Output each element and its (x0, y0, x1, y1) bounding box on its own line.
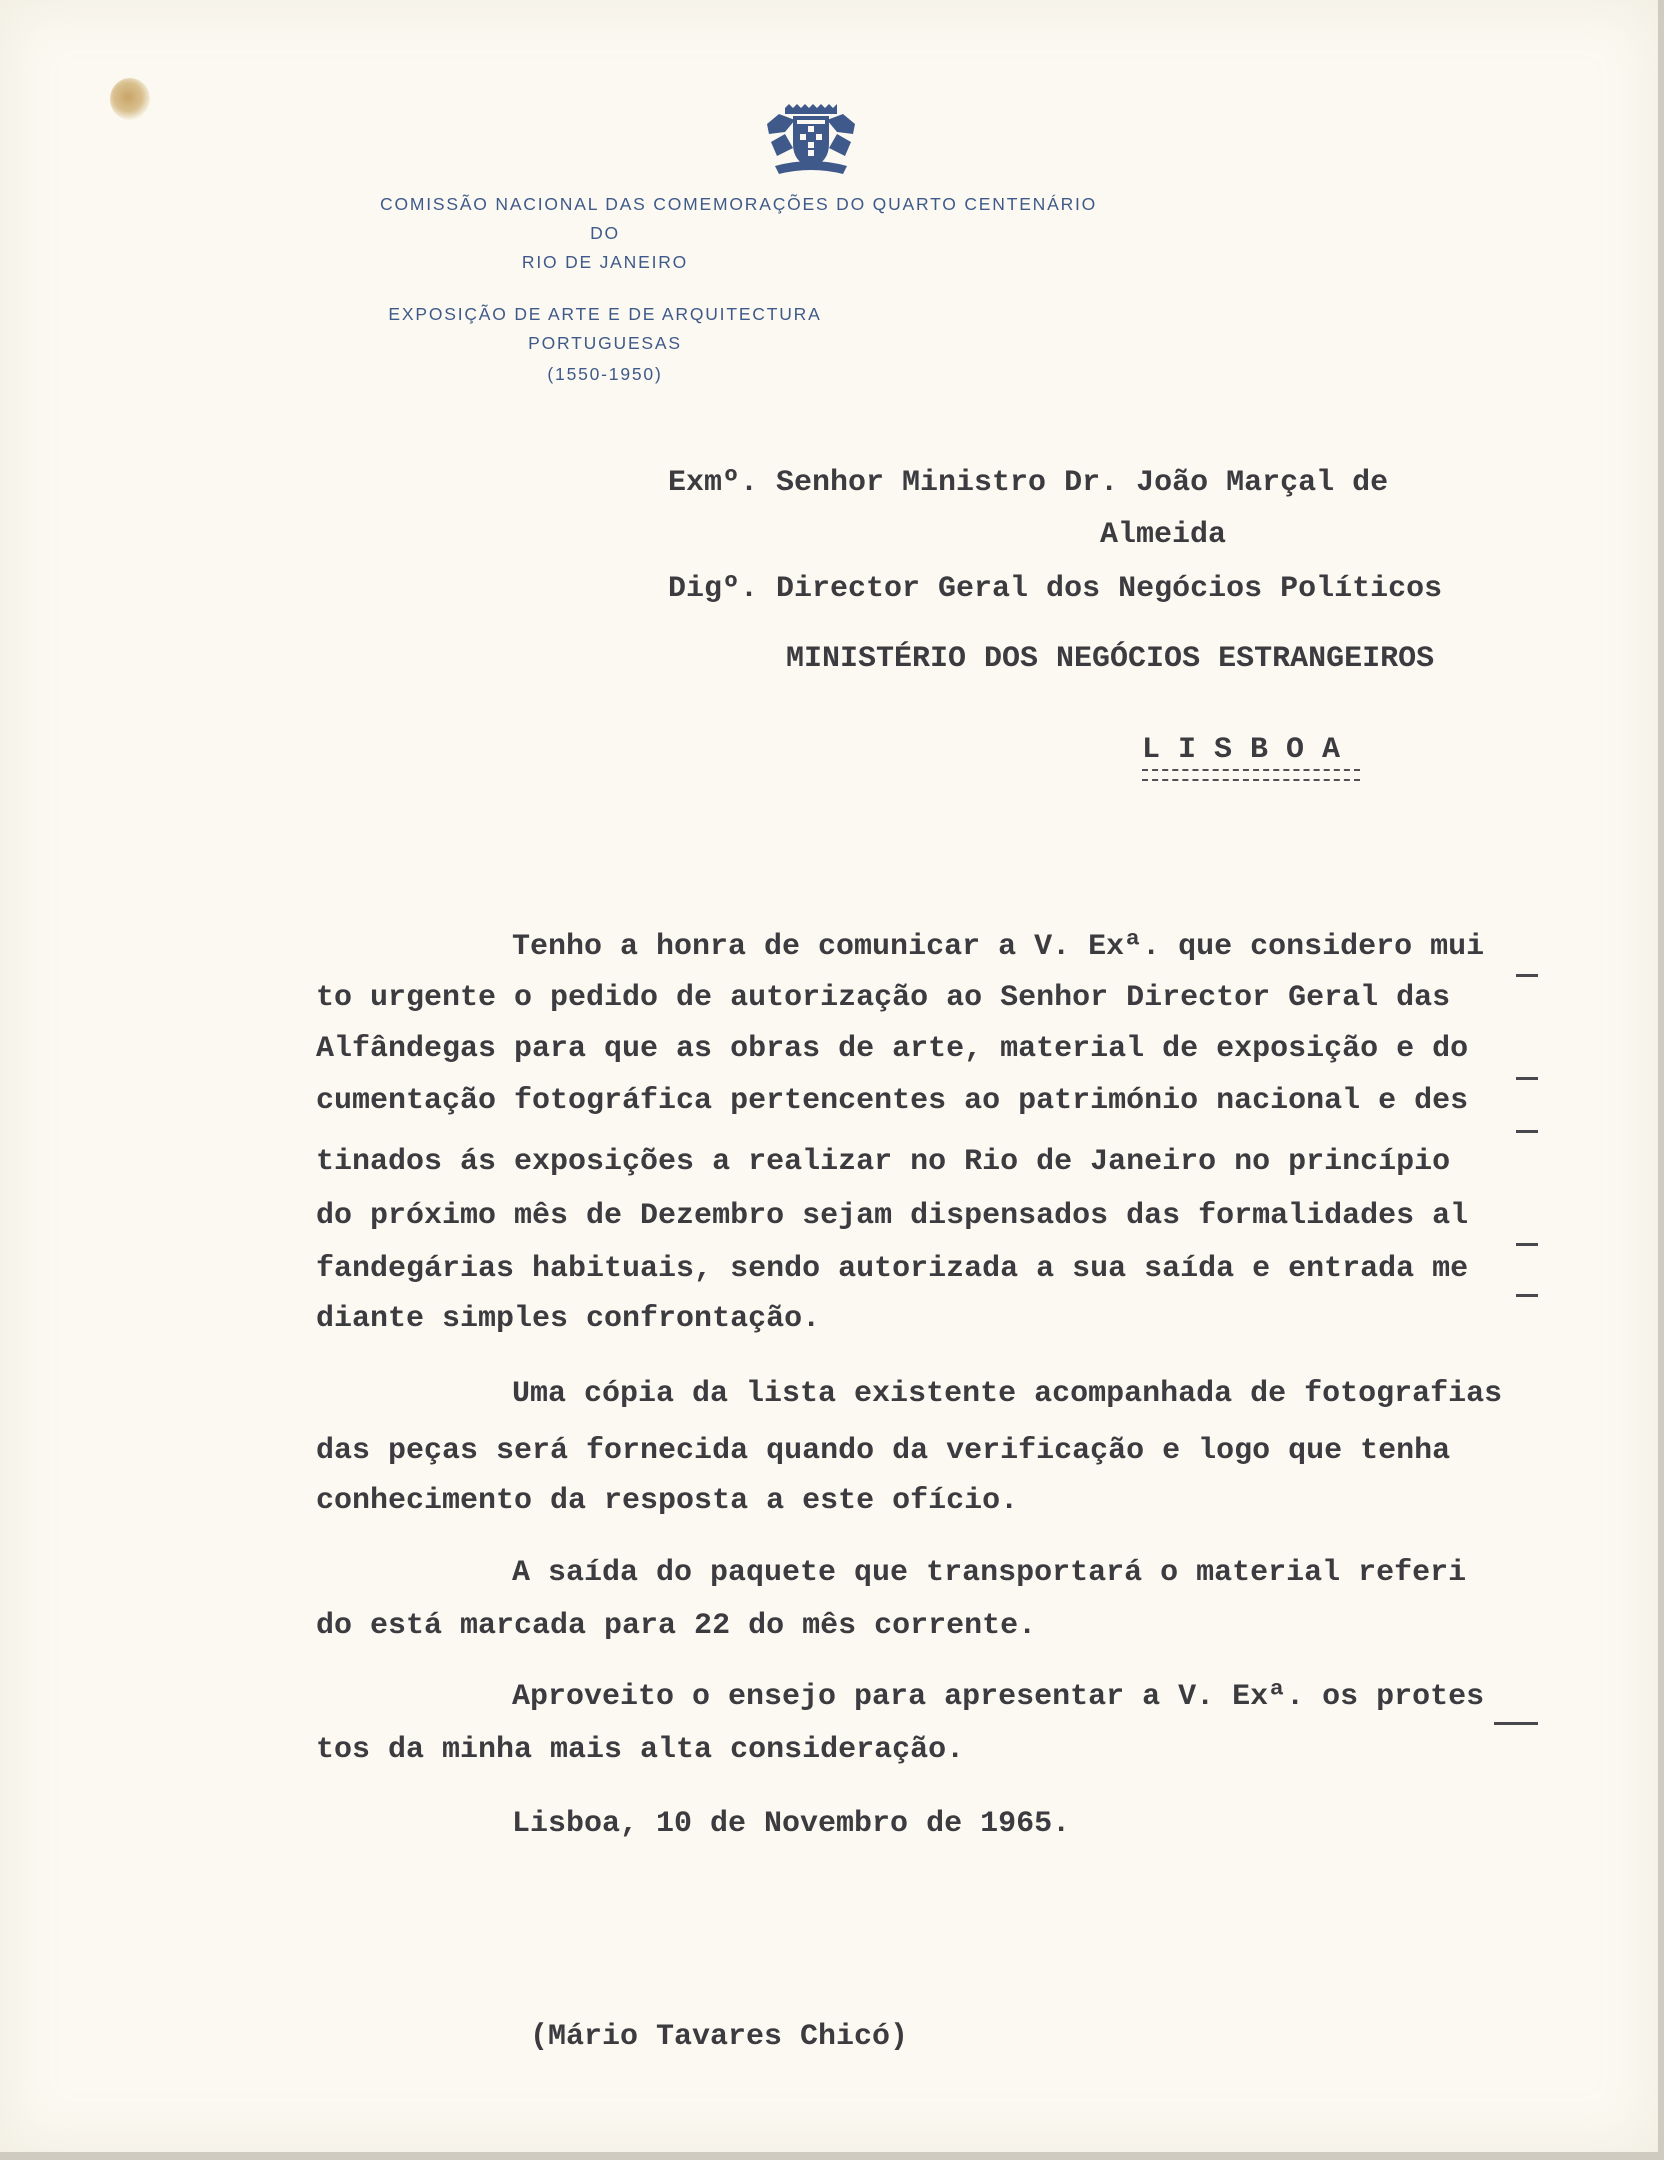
city-double-underline (1142, 769, 1360, 781)
paragraph-1-line: Tenho a honra de comunicar a V. Exª. que considero mui (512, 930, 1485, 964)
letterhead-line-1: COMISSÃO NACIONAL DAS COMEMORAÇÕES DO QUARTO CENTENÁRIO (380, 194, 1098, 214)
paragraph-3-line: do está marcada para 22 do mês corrente. (316, 1609, 1037, 1643)
paragraph-1-line: diante simples confrontação. (316, 1302, 821, 1336)
signature-name: (Mário Tavares Chicó) (530, 2020, 909, 2054)
hyphen-underline (1516, 1243, 1538, 1246)
hyphen-underline (1516, 1130, 1538, 1133)
paragraph-2-line: Uma cópia da lista existente acompanhada de fotografias (512, 1377, 1503, 1411)
address-line-1: Exmº. Senhor Ministro Dr. João Marçal de (668, 466, 1389, 500)
letterhead-line-3: RIO DE JANEIRO (521, 252, 689, 272)
paragraph-1-line: to urgente o pedido de autorização ao Senhor Director Geral das (316, 981, 1451, 1015)
paragraph-2-line: conhecimento da resposta a este ofício. (316, 1484, 1019, 1518)
letterhead-line-4: EXPOSIÇÃO DE ARTE E DE ARQUITECTURA (388, 304, 822, 324)
hyphen-underline (1516, 1294, 1538, 1297)
letterhead-line-6: (1550-1950) (547, 364, 663, 384)
paragraph-1-line: fandegárias habituais, sendo autorizada a sua saída e entrada me (316, 1252, 1469, 1286)
hyphen-underline (1516, 1077, 1538, 1080)
letterhead-line-2: DO (590, 223, 620, 243)
paragraph-3-line: A saída do paquete que transportará o material referi (512, 1556, 1467, 1590)
coat-of-arms-icon (765, 104, 857, 180)
date-line: Lisboa, 10 de Novembro de 1965. (512, 1807, 1071, 1841)
address-city: L I S B O A (1142, 733, 1341, 767)
paragraph-1-line: do próximo mês de Dezembro sejam dispensados das formalidades al (316, 1199, 1469, 1233)
hyphen-underline (1494, 1722, 1538, 1725)
letterhead-line-5: PORTUGUESAS (528, 333, 682, 353)
paragraph-1-line: tinados ás exposições a realizar no Rio de Janeiro no princípio (316, 1145, 1451, 1179)
paragraph-1-line: Alfândegas para que as obras de arte, material de exposição e do (316, 1032, 1469, 1066)
paragraph-4-line: tos da minha mais alta consideração. (316, 1733, 965, 1767)
paragraph-2-line: das peças será fornecida quando da verificação e logo que tenha (316, 1434, 1451, 1468)
address-line-4: MINISTÉRIO DOS NEGÓCIOS ESTRANGEIROS (786, 642, 1435, 676)
hyphen-underline (1516, 974, 1538, 977)
address-line-3: Digº. Director Geral dos Negócios Políticos (668, 572, 1443, 606)
paragraph-1-line: cumentação fotográfica pertencentes ao património nacional e des (316, 1084, 1469, 1118)
address-line-2: Almeida (1100, 518, 1227, 552)
paper-stain (110, 78, 150, 120)
paragraph-4-line: Aproveito o ensejo para apresentar a V. Exª. os protes (512, 1680, 1485, 1714)
